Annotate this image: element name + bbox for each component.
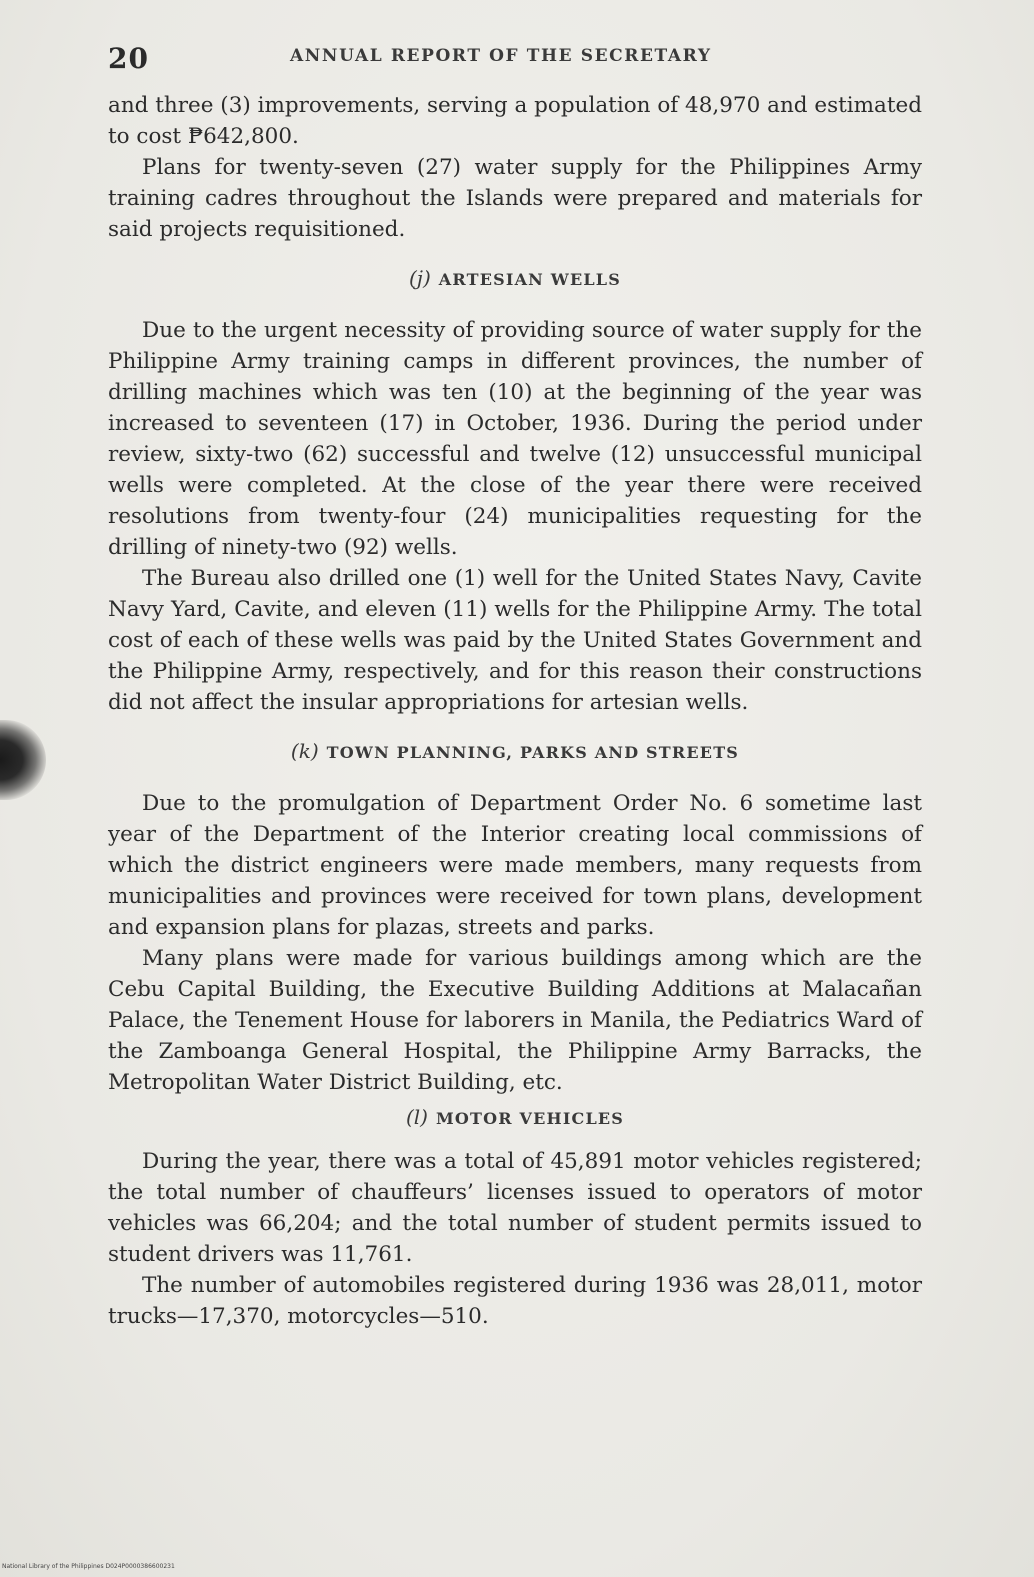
paragraph-water-supply: Plans for twenty-seven (27) water supply for the Philippines Army training cadres throughout the Islands were prepared and materials for said projects requisitioned. [108,155,922,242]
section-title: ARTESIAN WELLS [438,270,621,289]
section-letter: (l) [405,1105,428,1129]
section-heading-town-planning [108,740,922,764]
section-title: TOWN PLANNING, PARKS AND STREETS [326,743,740,762]
section-letter: (j) [408,266,431,290]
scan-footer: National Library of the Philippines D024P0000386600231 [2,1563,175,1570]
page-number: 20 [108,42,149,75]
section-heading-artesian-wells [108,267,922,291]
running-head [108,40,928,80]
paragraph-continuation: and three (3) improvements, serving a population of 48,970 and estimated to cost ₱642,800. [108,93,922,149]
paragraph-building-plans: Many plans were made for various buildings among which are the Cebu Capital Building, the Executive Building Additions at Malacañan Palace, the Tenement House for laborers in Manila, the Pediatrics Ward of the Zamboanga General Hospital, the Philippine Army Barracks, the Metropolitan Water District Building, etc. [108,946,922,1095]
paragraph-drilling-machines: Due to the urgent necessity of providing source of water supply for the Philippine Army training camps in different provinces, the number of drilling machines which was ten (10) at the beginning of the year was increased to seventeen (17) in October, 1936. During the period under review, sixty-two (62) successful and twelve (12) unsuccessful municipal wells were completed. At the close of the year there were received resolutions from twenty-four (24) municipalities requesting for the drilling of ninety-two (92) wells. [108,318,922,560]
section-letter: (k) [290,739,319,763]
section-heading-motor-vehicles [108,1106,922,1130]
paragraph-department-order: Due to the promulgation of Department Order No. 6 sometime last year of the Department of the Interior creating local commissions of which the district engineers were made members, many requests from municipalities and provinces were received for town plans, development and expansion plans for plazas, streets and parks. [108,791,922,940]
paragraph-vehicle-breakdown: The number of automobiles registered during 1936 was 28,011, motor trucks—17,370, motorcycles—510. [108,1273,922,1329]
running-title: ANNUAL REPORT OF THE SECRETARY [290,46,712,66]
body-text [108,90,922,1332]
paragraph-navy-wells: The Bureau also drilled one (1) well for the United States Navy, Cavite Navy Yard, Cavite, and eleven (11) wells for the Philippine Army. The total cost of each of these wells was paid by the United States Government and the Philippine Army, respectively, and for this reason their constructions did not affect the insular appropriations for artesian wells. [108,566,922,715]
section-title: MOTOR VEHICLES [435,1109,625,1128]
paragraph-vehicle-totals: During the year, there was a total of 45,891 motor vehicles registered; the total number of chauffeurs’ licenses issued to operators of motor vehicles was 66,204; and the total number of student permits issued to student drivers was 11,761. [108,1149,922,1267]
binding-shadow [0,720,46,800]
